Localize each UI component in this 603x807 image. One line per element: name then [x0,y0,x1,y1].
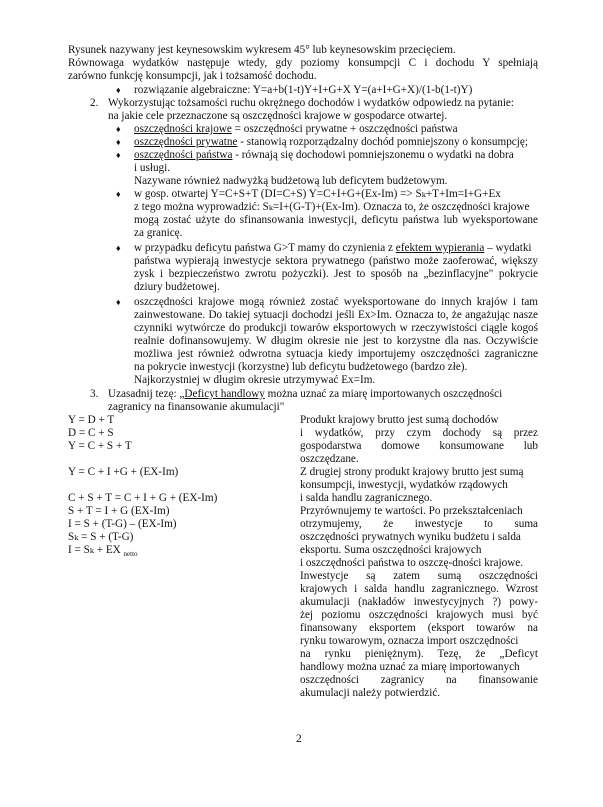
definition-cont: i usługi. [134,162,171,174]
text: – wydatki [484,242,532,254]
intro-line: Równowaga wydatków następuje wtedy, gdy poziomy konsumpcji C i dochodu Y spełniają [68,57,538,69]
definition-cont: Nazywane również nadwyżką budżetową lub deficytem budżetowym. [134,175,448,187]
equation: C + S + T = C + I + G + (EX-Im) [68,492,218,504]
term-domestic-savings: oszczędności krajowe [134,123,232,135]
item-number: 2. [90,97,99,109]
explanation-line: oszczędności zagranicy na finansowanie [300,674,538,686]
explanation-line: Przyrównujemy te wartości. Po przekształceniach [300,505,523,517]
diamond-bullet-icon: ♦ [116,150,121,160]
equation: Y = C + I +G + (EX-Im) [68,466,179,478]
explanation-line: oszczędności prywatnych wyniku budżetu i salda [300,531,521,543]
equation: I = S + (T-G) – (EX-Im) [68,518,177,530]
explanation-line: akumulacji należy potwierdzić. [300,687,441,699]
diamond-bullet-icon: ♦ [116,189,121,199]
open-economy-line: mogą zostać użyte do sfinansowania inwestycji, deficytu państwa lub wyeksportowane [134,214,538,226]
definition-domestic-savings [134,123,458,136]
open-economy-line: w gosp. otwartej Y=C+S+T (DI=C+S) Y=C+I+G+(Ex-Im) => Sₖ+T+Im=I+G+Ex [134,188,501,200]
text: w przypadku deficytu państwa G>T mamy do czynienia z [134,242,396,254]
diamond-bullet-icon: ♦ [116,124,121,134]
explanation-line: krajowych i salda handlu zagranicznego. Wzrost [300,583,538,595]
diamond-bullet-icon: ♦ [116,137,121,147]
export-line: realnie dofinansowujemy. W długim okresie nie jest to korzystne dla nas. Oczywiście [134,335,538,347]
crowding-out-line [134,242,532,255]
definition-private-savings [134,136,528,149]
intro-line: zarówno funkcję konsumpcji, jak i tożsamość dochodu. [68,70,317,82]
explanation-line: i oszczędności państwa to oszczę-dności krajowe. [300,557,524,569]
explanation-line: i wydatków, przy czym dochody są przez [300,427,538,439]
diamond-bullet-icon: ♦ [116,297,121,307]
term-state-savings: oszczędności państwa [134,149,233,161]
export-line: na pokrycie inwestycji (korzystne) lub deficytu budżetowego (bardzo złe). [134,361,468,373]
open-economy-line: z tego można wyprowadzić: Sₖ=I+(G-T)+(Ex-Im). Oznacza to, że oszczędności krajowe [134,201,530,213]
equation: S + T = I + G (EX-Im) [68,505,170,517]
crowding-out-line: zysk i bezpieczeństwo zwrotu pożyczki). Jest to sposób na „bezinflacyjne" pokrycie [134,268,538,280]
equation [68,544,138,561]
item-number: 3. [90,388,99,400]
text: można uznać za miarę importowanych oszczędności [264,388,503,400]
thesis-line: zagranicy na finansowanie akumulacji" [108,401,285,413]
export-line: oszczędności krajowe mogą również zostać wyeksportowane do innych krajów i tam [134,296,538,308]
explanation-line: oszczędzane. [300,453,359,465]
explanation-line: Inwestycje są zatem sumą oszczędności [300,570,538,582]
diamond-bullet-icon: ♦ [116,243,121,253]
explanation-line: otrzymujemy, że inwestycje to suma [300,518,538,530]
crowding-out-line: dziury budżetowej. [134,281,220,293]
thesis-line [108,388,502,401]
open-economy-line: za granicę. [134,227,183,239]
explanation-line: na rynku pieniężnym). Tezę, że „Deficyt [300,648,538,660]
equation: Sₖ = S + (T-G) [68,531,134,543]
equation: Y = D + T [68,414,115,426]
definition-text: - stanowią rozporządzalny dochód pomniejszony o konsumpcję; [237,136,528,148]
explanation-line: gospodarstwa domowe konsumowane lub [300,440,538,452]
explanation-line: Z drugiej strony produkt krajowy brutto jest sumą [300,466,524,478]
subscript: netto [123,550,138,559]
term-private-savings: oszczędności prywatne [134,136,238,148]
explanation-line: i salda handlu zagranicznego. [300,492,433,504]
algebra-solution: rozwiązanie algebraiczne: Y=a+b(1-t)Y+I+G+X Y=(a+I+G+X)/(1-b(1-t)Y) [134,84,473,96]
export-line: czynniki wytwórcze do produkcji towarów eksportowych w rzeczywistości ciągle kogoś [134,322,538,334]
diamond-bullet-icon: ♦ [116,85,121,95]
equation: Y = C + S + T [68,440,132,452]
question-line: na jakie cele przeznaczone są oszczędności krajowe w gospodarce otwartej. [108,110,448,122]
text: Uzasadnij tezę: „ [108,388,185,400]
explanation-line: handlowy można uznać za miarę importowanych [300,661,520,673]
question-line: Wykorzystując tożsamości ruchu okrężnego dochodów i wydatków odpowiedz na pytanie: [108,97,514,109]
explanation-line: żej poziomu oszczędności krajowych musi być [300,609,538,621]
explanation-line: konsumpcji, inwestycji, wydatków rządowych [300,479,508,491]
definition-state-savings [134,149,514,162]
term-trade-deficit: Deficyt handlowy [184,388,265,400]
page-number: 2 [296,733,302,745]
explanation-line: Produkt krajowy brutto jest sumą dochodów [300,414,499,426]
crowding-out-line: państwa wypierają inwestycje sektora prywatnego (państwo może zaoferować, większy [134,255,538,267]
term-crowding-out: efektem wypierania [395,242,485,254]
intro-line: Rysunek nazywany jest keynesowskim wykresem 45° lub keynesowskim przecięciem. [68,44,456,56]
export-line: Najkorzystniej w długim okresie utrzymywać Ex=Im. [134,374,376,386]
explanation-line: akumulacji (nakładów inwestycyjnych ?) powy- [300,596,538,608]
export-line: zainwestowane. Do takiej sytuacji dochodzi jeśli Ex>Im. Oznacza to, że angażując nasze [134,309,538,321]
equation: D = C + S [68,427,114,439]
definition-text: = oszczędności prywatne + oszczędności państwa [231,123,458,135]
explanation-line: eksportu. Suma oszczędności krajowych [300,544,482,556]
explanation-line: rynku towarowym, oznacza import oszczędności [300,635,519,647]
definition-text: - równają się dochodowi pomniejszonemu o wydatki na dobra [232,149,514,161]
export-line: możliwa jest również odwrotna sytuacja kiedy importujemy oszczędności zagraniczne [134,348,538,360]
explanation-line: finansowany eksportem (eksport towarów na [300,622,538,634]
equation-text: I = Sₖ + EX [68,544,121,556]
